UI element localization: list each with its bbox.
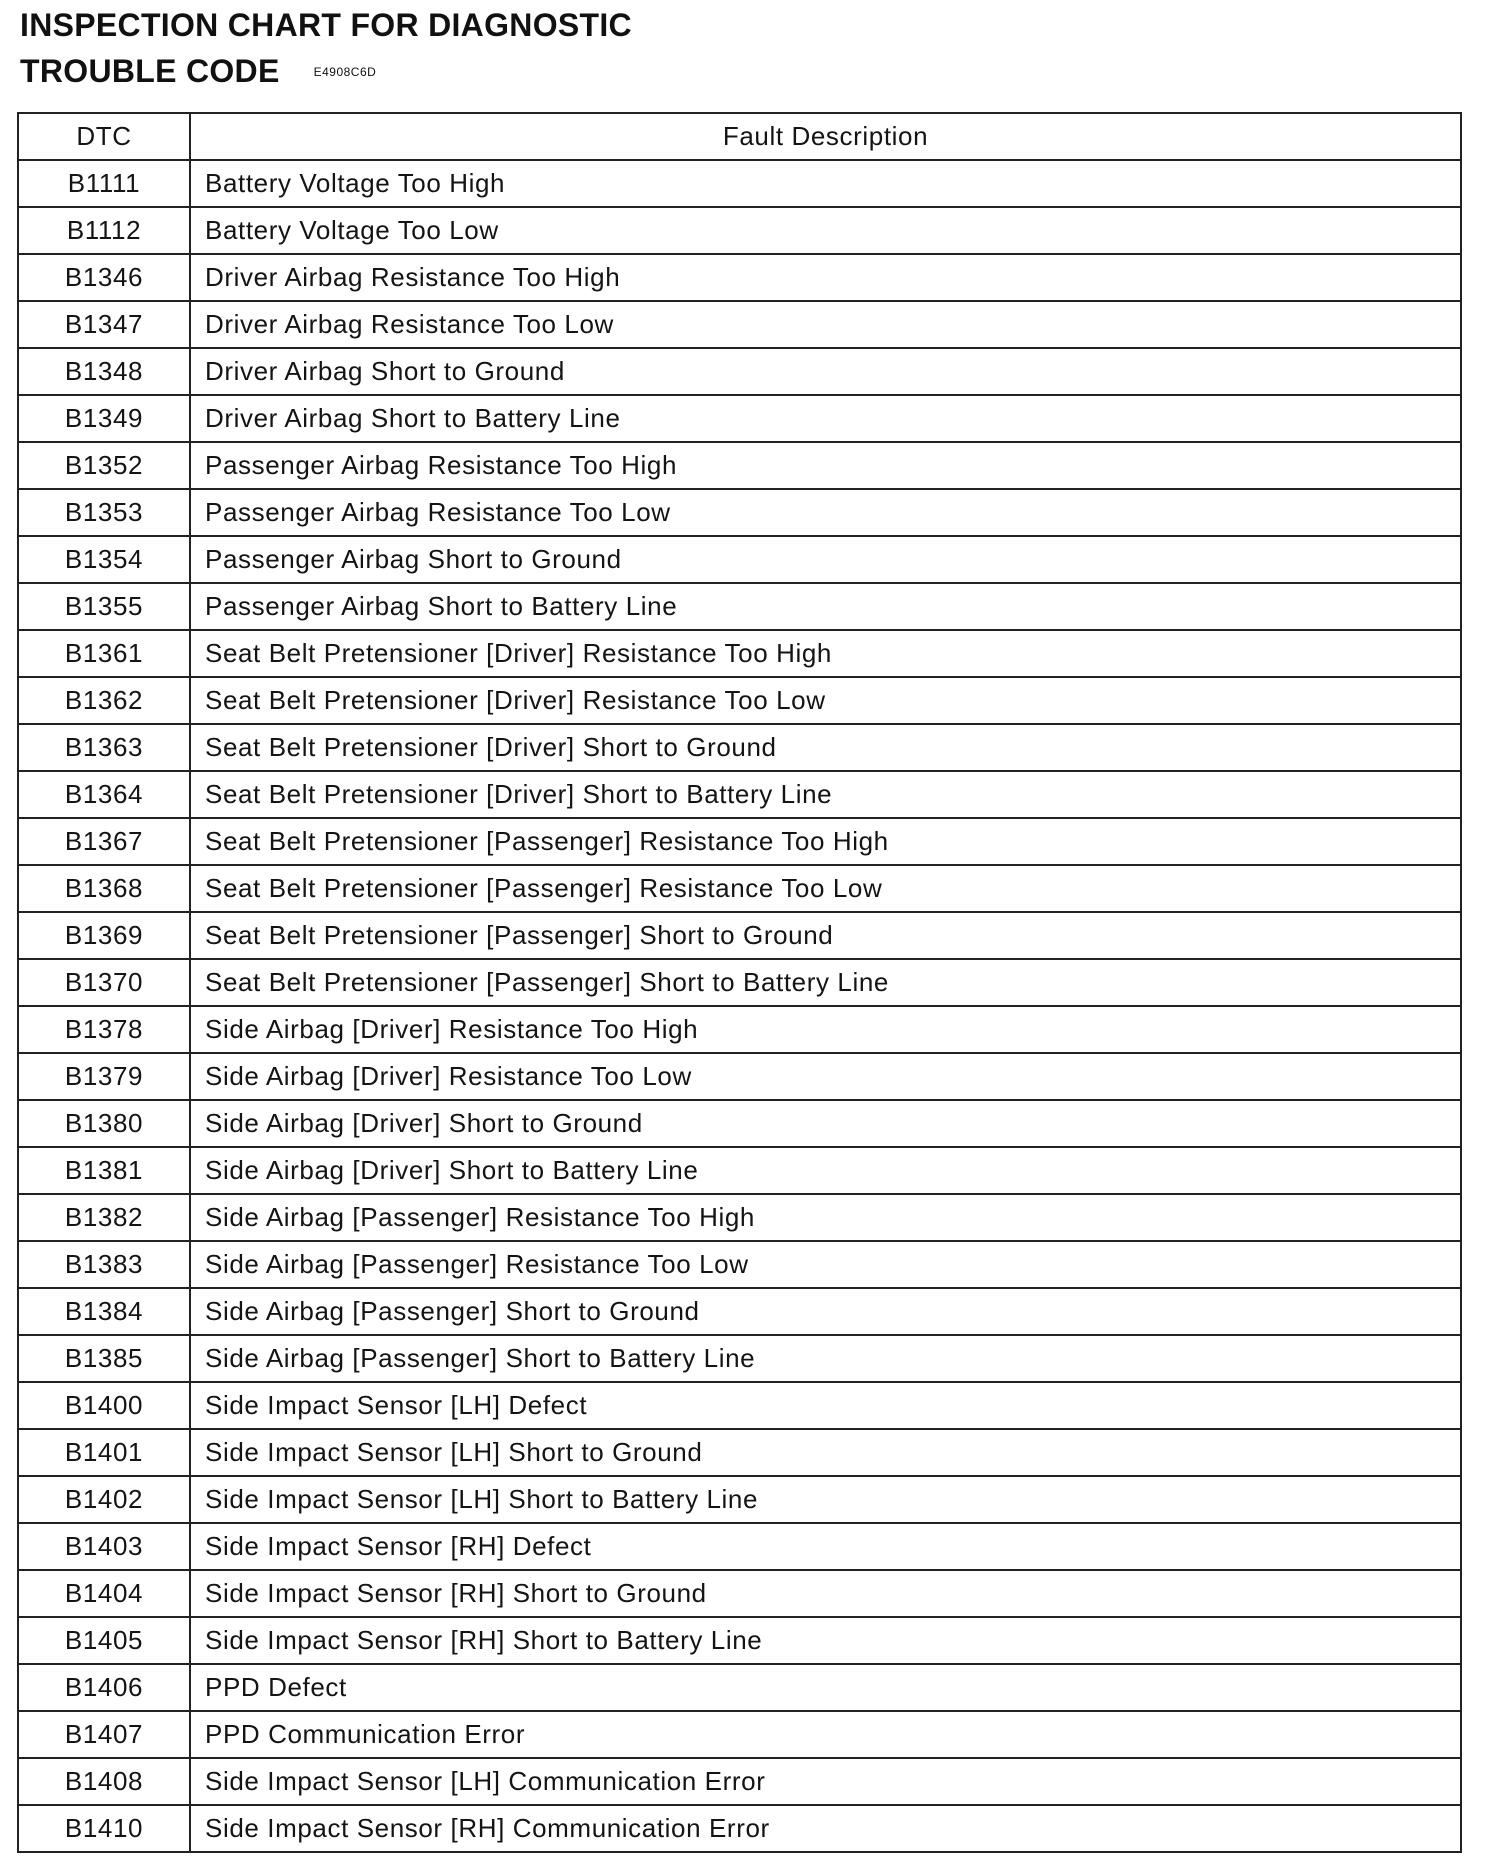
fault-description-cell: Side Impact Sensor [RH] Short to Battery Line: [190, 1617, 1461, 1664]
table-row: [18, 630, 1461, 677]
fault-description-cell: Side Airbag [Driver] Short to Battery Line: [190, 1147, 1461, 1194]
fault-description-cell: Seat Belt Pretensioner [Driver] Short to Battery Line: [190, 771, 1461, 818]
dtc-code-cell: B1368: [18, 865, 190, 912]
fault-description-cell: Side Airbag [Passenger] Short to Ground: [190, 1288, 1461, 1335]
dtc-code-cell: B1383: [18, 1241, 190, 1288]
table-row: [18, 1194, 1461, 1241]
dtc-code-cell: B1353: [18, 489, 190, 536]
fault-description-cell: Driver Airbag Resistance Too Low: [190, 301, 1461, 348]
fault-description-cell: Seat Belt Pretensioner [Passenger] Short to Battery Line: [190, 959, 1461, 1006]
table-header-row: [18, 113, 1461, 160]
page-title: [20, 2, 632, 97]
table-row: [18, 1570, 1461, 1617]
fault-description-cell: Battery Voltage Too Low: [190, 207, 1461, 254]
fault-description-cell: Side Airbag [Passenger] Resistance Too High: [190, 1194, 1461, 1241]
dtc-code-cell: B1379: [18, 1053, 190, 1100]
table-row: [18, 1758, 1461, 1805]
fault-description-cell: Seat Belt Pretensioner [Passenger] Resistance Too Low: [190, 865, 1461, 912]
dtc-code-cell: B1378: [18, 1006, 190, 1053]
fault-description-cell: Side Impact Sensor [RH] Defect: [190, 1523, 1461, 1570]
table-row: [18, 395, 1461, 442]
table-row: [18, 1805, 1461, 1852]
table-row: [18, 724, 1461, 771]
dtc-code-cell: B1402: [18, 1476, 190, 1523]
dtc-code-cell: B1382: [18, 1194, 190, 1241]
dtc-code-cell: B1363: [18, 724, 190, 771]
fault-description-cell: Side Impact Sensor [LH] Short to Ground: [190, 1429, 1461, 1476]
dtc-code-cell: B1406: [18, 1664, 190, 1711]
column-header-fault-description: Fault Description: [190, 113, 1461, 160]
dtc-code-cell: B1369: [18, 912, 190, 959]
dtc-code-cell: B1367: [18, 818, 190, 865]
fault-description-cell: Passenger Airbag Short to Ground: [190, 536, 1461, 583]
table-row: [18, 1100, 1461, 1147]
table-row: [18, 254, 1461, 301]
dtc-code-cell: B1405: [18, 1617, 190, 1664]
table-row: [18, 1053, 1461, 1100]
dtc-code-cell: B1407: [18, 1711, 190, 1758]
table-row: [18, 912, 1461, 959]
fault-description-cell: Side Airbag [Passenger] Resistance Too Low: [190, 1241, 1461, 1288]
dtc-code-cell: B1349: [18, 395, 190, 442]
table-row: [18, 1711, 1461, 1758]
table-row: [18, 677, 1461, 724]
dtc-code-cell: B1401: [18, 1429, 190, 1476]
fault-description-cell: Side Impact Sensor [LH] Defect: [190, 1382, 1461, 1429]
table-row: [18, 442, 1461, 489]
table-row: [18, 1241, 1461, 1288]
table-row: [18, 1523, 1461, 1570]
table-row: [18, 1335, 1461, 1382]
title-line-1: INSPECTION CHART FOR DIAGNOSTIC: [20, 7, 632, 43]
fault-description-cell: Driver Airbag Short to Battery Line: [190, 395, 1461, 442]
fault-description-cell: Seat Belt Pretensioner [Driver] Resistance Too High: [190, 630, 1461, 677]
dtc-table: [17, 112, 1462, 1853]
fault-description-cell: Side Impact Sensor [RH] Communication Error: [190, 1805, 1461, 1852]
document-reference-code: E4908C6D: [313, 64, 377, 79]
dtc-code-cell: B1361: [18, 630, 190, 677]
table-row: [18, 1429, 1461, 1476]
fault-description-cell: Seat Belt Pretensioner [Passenger] Resistance Too High: [190, 818, 1461, 865]
dtc-code-cell: B1408: [18, 1758, 190, 1805]
column-header-dtc: DTC: [18, 113, 190, 160]
dtc-code-cell: B1370: [18, 959, 190, 1006]
dtc-code-cell: B1381: [18, 1147, 190, 1194]
fault-description-cell: Battery Voltage Too High: [190, 160, 1461, 207]
table-row: [18, 1617, 1461, 1664]
table-row: [18, 1288, 1461, 1335]
table-row: [18, 959, 1461, 1006]
table-row: [18, 865, 1461, 912]
title-line-2: [20, 48, 632, 97]
dtc-code-cell: B1111: [18, 160, 190, 207]
fault-description-cell: Side Airbag [Passenger] Short to Battery Line: [190, 1335, 1461, 1382]
fault-description-cell: Seat Belt Pretensioner [Driver] Short to Ground: [190, 724, 1461, 771]
dtc-code-cell: B1362: [18, 677, 190, 724]
dtc-code-cell: B1400: [18, 1382, 190, 1429]
dtc-code-cell: B1348: [18, 348, 190, 395]
dtc-code-cell: B1355: [18, 583, 190, 630]
fault-description-cell: Side Impact Sensor [RH] Short to Ground: [190, 1570, 1461, 1617]
table-row: [18, 771, 1461, 818]
title-line-2-text: TROUBLE CODE: [20, 53, 280, 89]
table-row: [18, 1664, 1461, 1711]
dtc-code-cell: B1354: [18, 536, 190, 583]
table-row: [18, 1476, 1461, 1523]
fault-description-cell: Driver Airbag Resistance Too High: [190, 254, 1461, 301]
dtc-code-cell: B1384: [18, 1288, 190, 1335]
fault-description-cell: PPD Defect: [190, 1664, 1461, 1711]
fault-description-cell: Seat Belt Pretensioner [Driver] Resistance Too Low: [190, 677, 1461, 724]
fault-description-cell: Passenger Airbag Short to Battery Line: [190, 583, 1461, 630]
dtc-code-cell: B1410: [18, 1805, 190, 1852]
dtc-code-cell: B1112: [18, 207, 190, 254]
fault-description-cell: Passenger Airbag Resistance Too High: [190, 442, 1461, 489]
table-row: [18, 489, 1461, 536]
table-row: [18, 1382, 1461, 1429]
dtc-code-cell: B1380: [18, 1100, 190, 1147]
dtc-code-cell: B1347: [18, 301, 190, 348]
table-row: [18, 536, 1461, 583]
fault-description-cell: Side Airbag [Driver] Short to Ground: [190, 1100, 1461, 1147]
table-row: [18, 1147, 1461, 1194]
table-row: [18, 348, 1461, 395]
dtc-code-cell: B1385: [18, 1335, 190, 1382]
fault-description-cell: Side Airbag [Driver] Resistance Too High: [190, 1006, 1461, 1053]
dtc-code-cell: B1404: [18, 1570, 190, 1617]
table-row: [18, 160, 1461, 207]
fault-description-cell: Driver Airbag Short to Ground: [190, 348, 1461, 395]
dtc-code-cell: B1352: [18, 442, 190, 489]
table-row: [18, 583, 1461, 630]
fault-description-cell: Seat Belt Pretensioner [Passenger] Short to Ground: [190, 912, 1461, 959]
table-body: [18, 160, 1461, 1852]
dtc-code-cell: B1364: [18, 771, 190, 818]
fault-description-cell: PPD Communication Error: [190, 1711, 1461, 1758]
fault-description-cell: Side Impact Sensor [LH] Communication Error: [190, 1758, 1461, 1805]
fault-description-cell: Side Airbag [Driver] Resistance Too Low: [190, 1053, 1461, 1100]
table-row: [18, 1006, 1461, 1053]
dtc-code-cell: B1346: [18, 254, 190, 301]
fault-description-cell: Passenger Airbag Resistance Too Low: [190, 489, 1461, 536]
table-row: [18, 301, 1461, 348]
table-row: [18, 207, 1461, 254]
dtc-code-cell: B1403: [18, 1523, 190, 1570]
fault-description-cell: Side Impact Sensor [LH] Short to Battery Line: [190, 1476, 1461, 1523]
table-row: [18, 818, 1461, 865]
